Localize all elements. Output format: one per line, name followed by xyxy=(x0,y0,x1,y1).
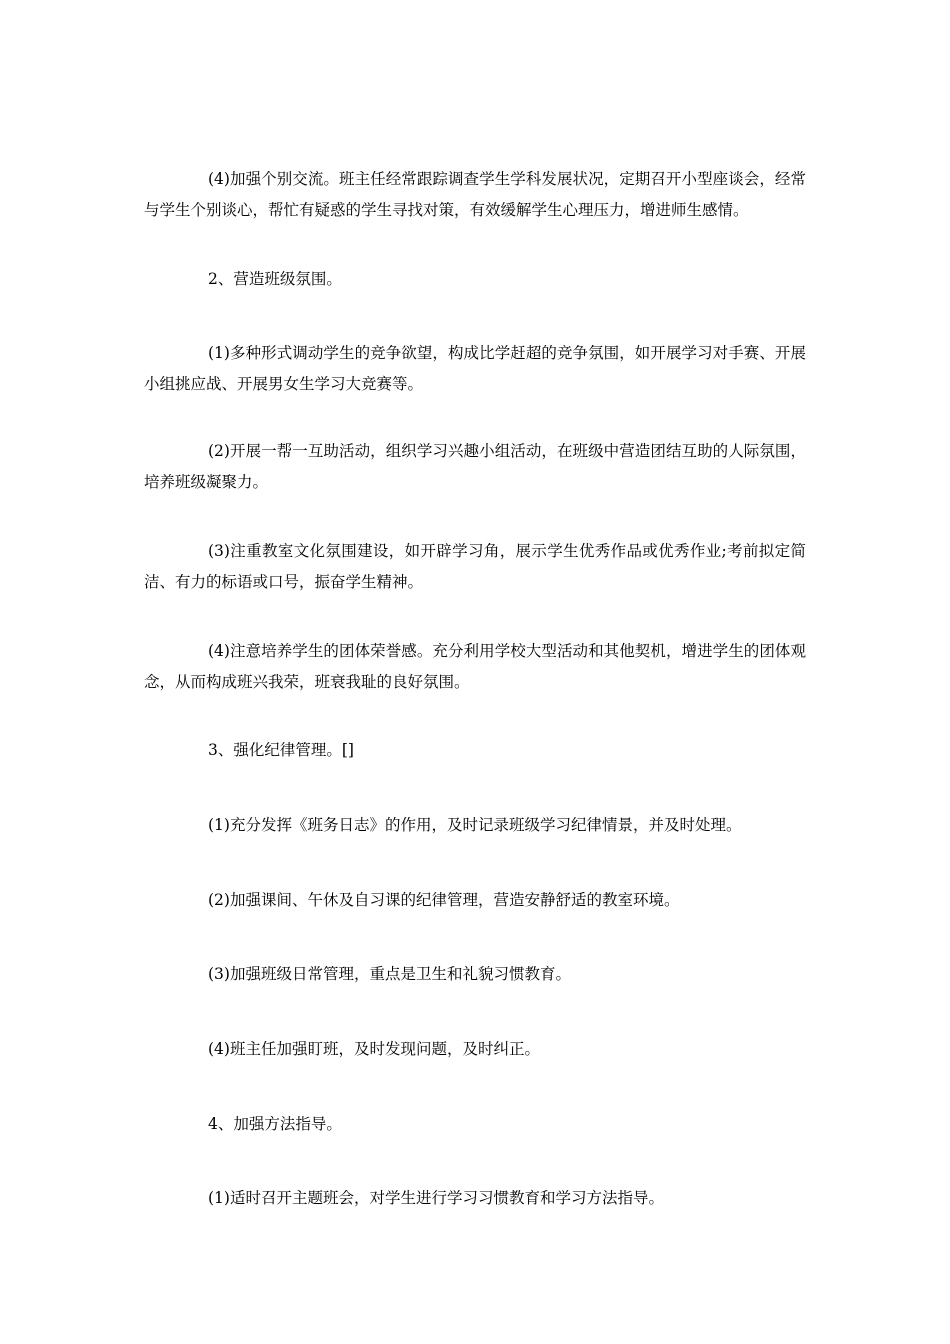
paragraph-individual-communication: (4)加强个别交流。班主任经常跟踪调查学生学科发展状况，定期召开小型座谈会，经常与学生个别谈心，帮忙有疑惑的学生寻找对策，有效缓解学生心理压力，增进师生感情。 xyxy=(144,170,806,219)
paragraph-classroom-culture: (3)注重教室文化氛围建设，如开辟学习角，展示学生优秀作品或优秀作业;考前拟定简洁、有力的标语或口号，振奋学生精神。 xyxy=(144,542,806,591)
heading-class-atmosphere: 2、营造班级氛围。 xyxy=(208,270,342,288)
paragraph-collective-honor: (4)注意培养学生的团体荣誉感。充分利用学校大型活动和其他契机，增进学生的团体观念，从而构成班兴我荣，班衰我耻的良好氛围。 xyxy=(144,642,806,691)
paragraph-class-log: (1)充分发挥《班务日志》的作用，及时记录班级学习纪律情景，并及时处理。 xyxy=(208,816,742,834)
paragraph-break-discipline: (2)加强课间、午休及自习课的纪律管理，营造安静舒适的教室环境。 xyxy=(208,891,680,909)
paragraph-competition: (1)多种形式调动学生的竞争欲望，构成比学赶超的竞争氛围，如开展学习对手赛、开展小组挑应战、开展男女生学习大竞赛等。 xyxy=(144,344,806,393)
heading-discipline-management: 3、强化纪律管理。[] xyxy=(208,741,354,759)
paragraph-mutual-help: (2)开展一帮一互助活动，组织学习兴趣小组活动，在班级中营造团结互助的人际氛围，培养班级凝聚力。 xyxy=(144,442,806,491)
heading-method-guidance: 4、加强方法指导。 xyxy=(208,1115,342,1133)
paragraph-teacher-supervision: (4)班主任加强盯班，及时发现问题，及时纠正。 xyxy=(208,1040,540,1058)
paragraph-theme-meeting: (1)适时召开主题班会，对学生进行学习习惯教育和学习方法指导。 xyxy=(208,1189,664,1207)
paragraph-daily-management: (3)加强班级日常管理，重点是卫生和礼貌习惯教育。 xyxy=(208,965,571,983)
